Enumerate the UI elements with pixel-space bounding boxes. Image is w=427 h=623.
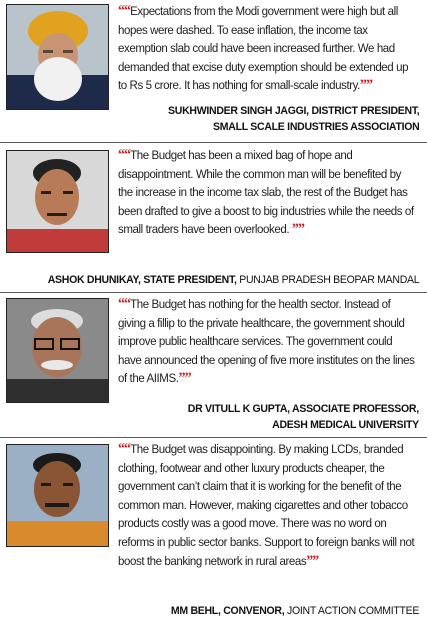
quote-text-1: Expectations from the Modi government were high but all hopes were dashed. To ease inflation, the income tax exemption slab could have been increased further. We had demanded that excise duty exemption should be extended up to Rs 5 crore. It has nothing for small-scale industry. [118,4,409,93]
portrait-photo-1 [6,4,109,110]
attribution-3 [188,401,419,433]
person-org-1: SMALL SCALE INDUSTRIES ASSOCIATION [212,121,419,133]
portrait-photo-4 [6,444,109,547]
close-quote-mark: ”” [359,77,373,94]
person-org-2: PUNJAB PRADESH BEOPAR MANDAL [236,274,419,286]
portrait-man-mustache-image [7,445,108,546]
quote-3 [118,295,417,388]
person-title-3: ASSOCIATE PROFESSOR, [289,403,419,415]
portrait-photo-3 [6,298,109,403]
person-org-3: ADESH MEDICAL UNIVERSITY [272,419,419,431]
close-quote-mark: ”” [306,552,319,569]
open-quote-mark: ““ [118,296,131,312]
portrait-photo-2 [6,150,109,253]
person-name-4: MM BEHL, [170,605,221,617]
person-name-3: DR VITULL K GUPTA, [187,403,290,415]
open-quote-mark: ““ [118,3,131,19]
quote-1 [118,2,417,95]
portrait-man-glasses-image [7,299,108,402]
open-quote-mark: ““ [118,441,131,457]
portrait-turban-man-image [7,5,108,109]
close-quote-mark: ”” [178,370,191,387]
portrait-man-image [7,151,108,252]
attribution-4 [171,603,419,619]
divider-3 [0,437,427,438]
attribution-2 [47,272,419,288]
quote-2 [118,146,417,239]
close-quote-mark: ”” [291,221,304,238]
person-title-2: STATE PRESIDENT, [140,274,237,286]
divider-2 [0,292,427,293]
quote-text-3: The Budget has nothing for the health sector. Instead of giving a fillip to the private healthcare, the government should improve public healthcare services. The government could have announced the opening of five more institutes on the lines of the AIIMS. [118,297,415,386]
person-name-2: ASHOK DHUNIKAY, [47,274,141,286]
attribution-1 [168,103,419,135]
person-title-4: CONVENOR, [220,605,285,617]
quote-text-2: The Budget has been a mixed bag of hope and disappointment. While the common man will be benefited by the increase in the income tax slab, the rest of the Budget has been drafted to give a boost to big industries while the needs of small traders have been overlooked. [118,148,414,237]
person-title-1: DISTRICT PRESIDENT, [308,105,419,117]
person-org-4: JOINT ACTION COMMITTEE [284,605,419,617]
quote-text-4: The Budget was disappointing. By making LCDs, branded clothing, footwear and other luxury products cheaper, the government can’t claim that it is working for the benefit of the common man. However, making cigarettes and other tobacco products costly was a good move. There was no word on reforms in public sector banks. Support to foreign banks will not boost the banking network in rural areas [118,442,415,568]
quote-4 [118,440,417,570]
open-quote-mark: ““ [118,147,131,163]
divider-1 [0,142,427,143]
person-name-1: SUKHWINDER SINGH JAGGI, [167,105,309,117]
